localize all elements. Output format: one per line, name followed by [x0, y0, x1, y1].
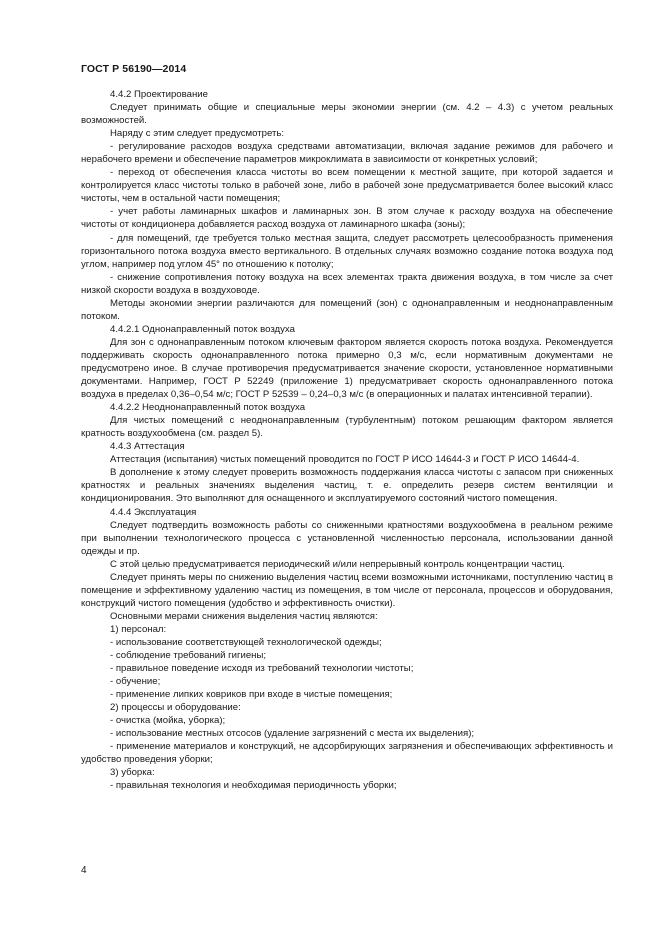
paragraph: 4.4.2 Проектирование [110, 89, 208, 100]
paragraph: 2) процессы и оборудование: [110, 702, 241, 714]
paragraph: - использование соответствующей технологической одежды; [110, 636, 382, 648]
document-body [81, 88, 613, 793]
paragraph: 3) уборка: [110, 767, 155, 779]
paragraph: Аттестация (испытания) чистых помещений проводится по ГОСТ Р ИСО 14644-3 и ГОСТ Р ИСО 14644-4. [110, 454, 580, 466]
paragraph: - правильное поведение исходя из требований технологии чистоты; [110, 663, 414, 675]
paragraph: Основными мерами снижения выделения частиц являются: [110, 610, 378, 622]
paragraph: Для зон с однонаправленным потоком ключевым фактором является скорость потока воздуха. Рекомендуется поддерживать скорость однонаправленного потока примерно 0,3 м/с, если нормативным документами не предусмотрено иное. В случае противоречия предусматривается значение скорости, установленное нормативными документами. Например, ГОСТ Р 52249 (приложение 1) предусматривает скорость однонаправленного потока воздуха в пределах 0,36–0,54 м/с; ГОСТ Р 52539 – 0,24–0,3 м/с (в операционных и палатах интенсивной терапии). [81, 336, 613, 401]
paragraph: - обучение; [110, 676, 161, 688]
paragraph: С этой целью предусматривается периодический и/или непрерывный контроль концентрации частиц. [110, 558, 565, 570]
paragraph: - соблюдение требований гигиены; [110, 650, 267, 662]
paragraph: - переход от обеспечения класса чистоты во всем помещении к местной защите, при которой задается и контролируется класс чистоты только в рабочей зоне, либо в рабочей зоне предусматривается более высокий класс чистоты, чем в остальной части помещения; [81, 167, 613, 205]
paragraph: 4.4.2.2 Неоднонаправленный поток воздуха [110, 402, 306, 414]
paragraph: Следует подтвердить возможность работы со сниженными кратностями воздухообмена в реальном режиме при выполнении технологического процесса с установленной численностью персонала, использовании данной одежды и пр. [81, 519, 613, 557]
paragraph: 4.4.3 Аттестация [110, 441, 185, 453]
paragraph: В дополнение к этому следует проверить возможность поддержания класса чистоты с запасом при сниженных кратностях и реальных значениях выделения частиц, т. е. определить резерв систем вентиляции и кондиционирования. Это выполняют для оснащенного и эксплуатируемого состояний чистого помещения. [81, 467, 613, 505]
paragraph: 4.4.2.1 Однонаправленный поток воздуха [110, 323, 295, 335]
paragraph: - правильная технология и необходимая периодичность уборки; [110, 780, 397, 792]
paragraph: - учет работы ламинарных шкафов и ламинарных зон. В этом случае к расходу воздуха на обеспечение чистоты от кондиционера добавляется расход воздуха от ламинарного шкафа (зоны); [81, 206, 613, 231]
paragraph: - снижение сопротивления потоку воздуха на всех элементах тракта движения воздуха, в том числе за счет низкой скорости воздуха в воздуховоде. [81, 271, 613, 296]
paragraph: 1) персонал: [110, 623, 167, 635]
paragraph: Для чистых помещений с неоднонаправленным (турбулентным) потоком решающим фактором является кратность воздухообмена (см. раздел 5). [81, 415, 613, 440]
page-number: 4 [81, 865, 87, 876]
paragraph: Методы экономии энергии различаются для помещений (зон) с однонаправленным и неоднонаправленным потоком. [81, 297, 613, 322]
paragraph: - очистка (мойка, уборка); [110, 715, 226, 727]
paragraph: - применение материалов и конструкций, не адсорбирующих загрязнения и обеспечивающих эффективность и удобство проведения уборки; [81, 741, 613, 766]
paragraph: Следует принимать общие и специальные меры экономии энергии (см. 4.2 – 4.3) с учетом реальных возможностей. [81, 102, 613, 127]
paragraph: Наряду с этим следует предусмотреть: [110, 128, 285, 140]
paragraph: - применение липких ковриков при входе в чистые помещения; [110, 689, 393, 701]
document-header: ГОСТ Р 56190—2014 [81, 63, 187, 75]
paragraph: - для помещений, где требуется только местная защита, следует рассмотреть целесообразность применения горизонтального потока воздуха вместо вертикального. В отдельных случаях возможно создание потока воздуха под углом, например под углом 45° по отношению к потолку; [81, 232, 613, 270]
paragraph: - использование местных отсосов (удаление загрязнений с места их выделения); [110, 728, 475, 740]
paragraph: - регулирование расходов воздуха средствами автоматизации, включая задание режимов для рабочего и нерабочего времени и обеспечение параметров микроклимата в зависимости от конкретных условий; [81, 141, 613, 166]
paragraph: 4.4.4 Эксплуатация [110, 506, 197, 518]
paragraph: Следует принять меры по снижению выделения частиц всеми возможными источниками, поступлению частиц в помещение и эффективному удалению частиц из помещения, в том числе от персонала, процессов и оборудования, конструкций чистого помещения (удобство и эффективность очистки). [81, 571, 613, 609]
